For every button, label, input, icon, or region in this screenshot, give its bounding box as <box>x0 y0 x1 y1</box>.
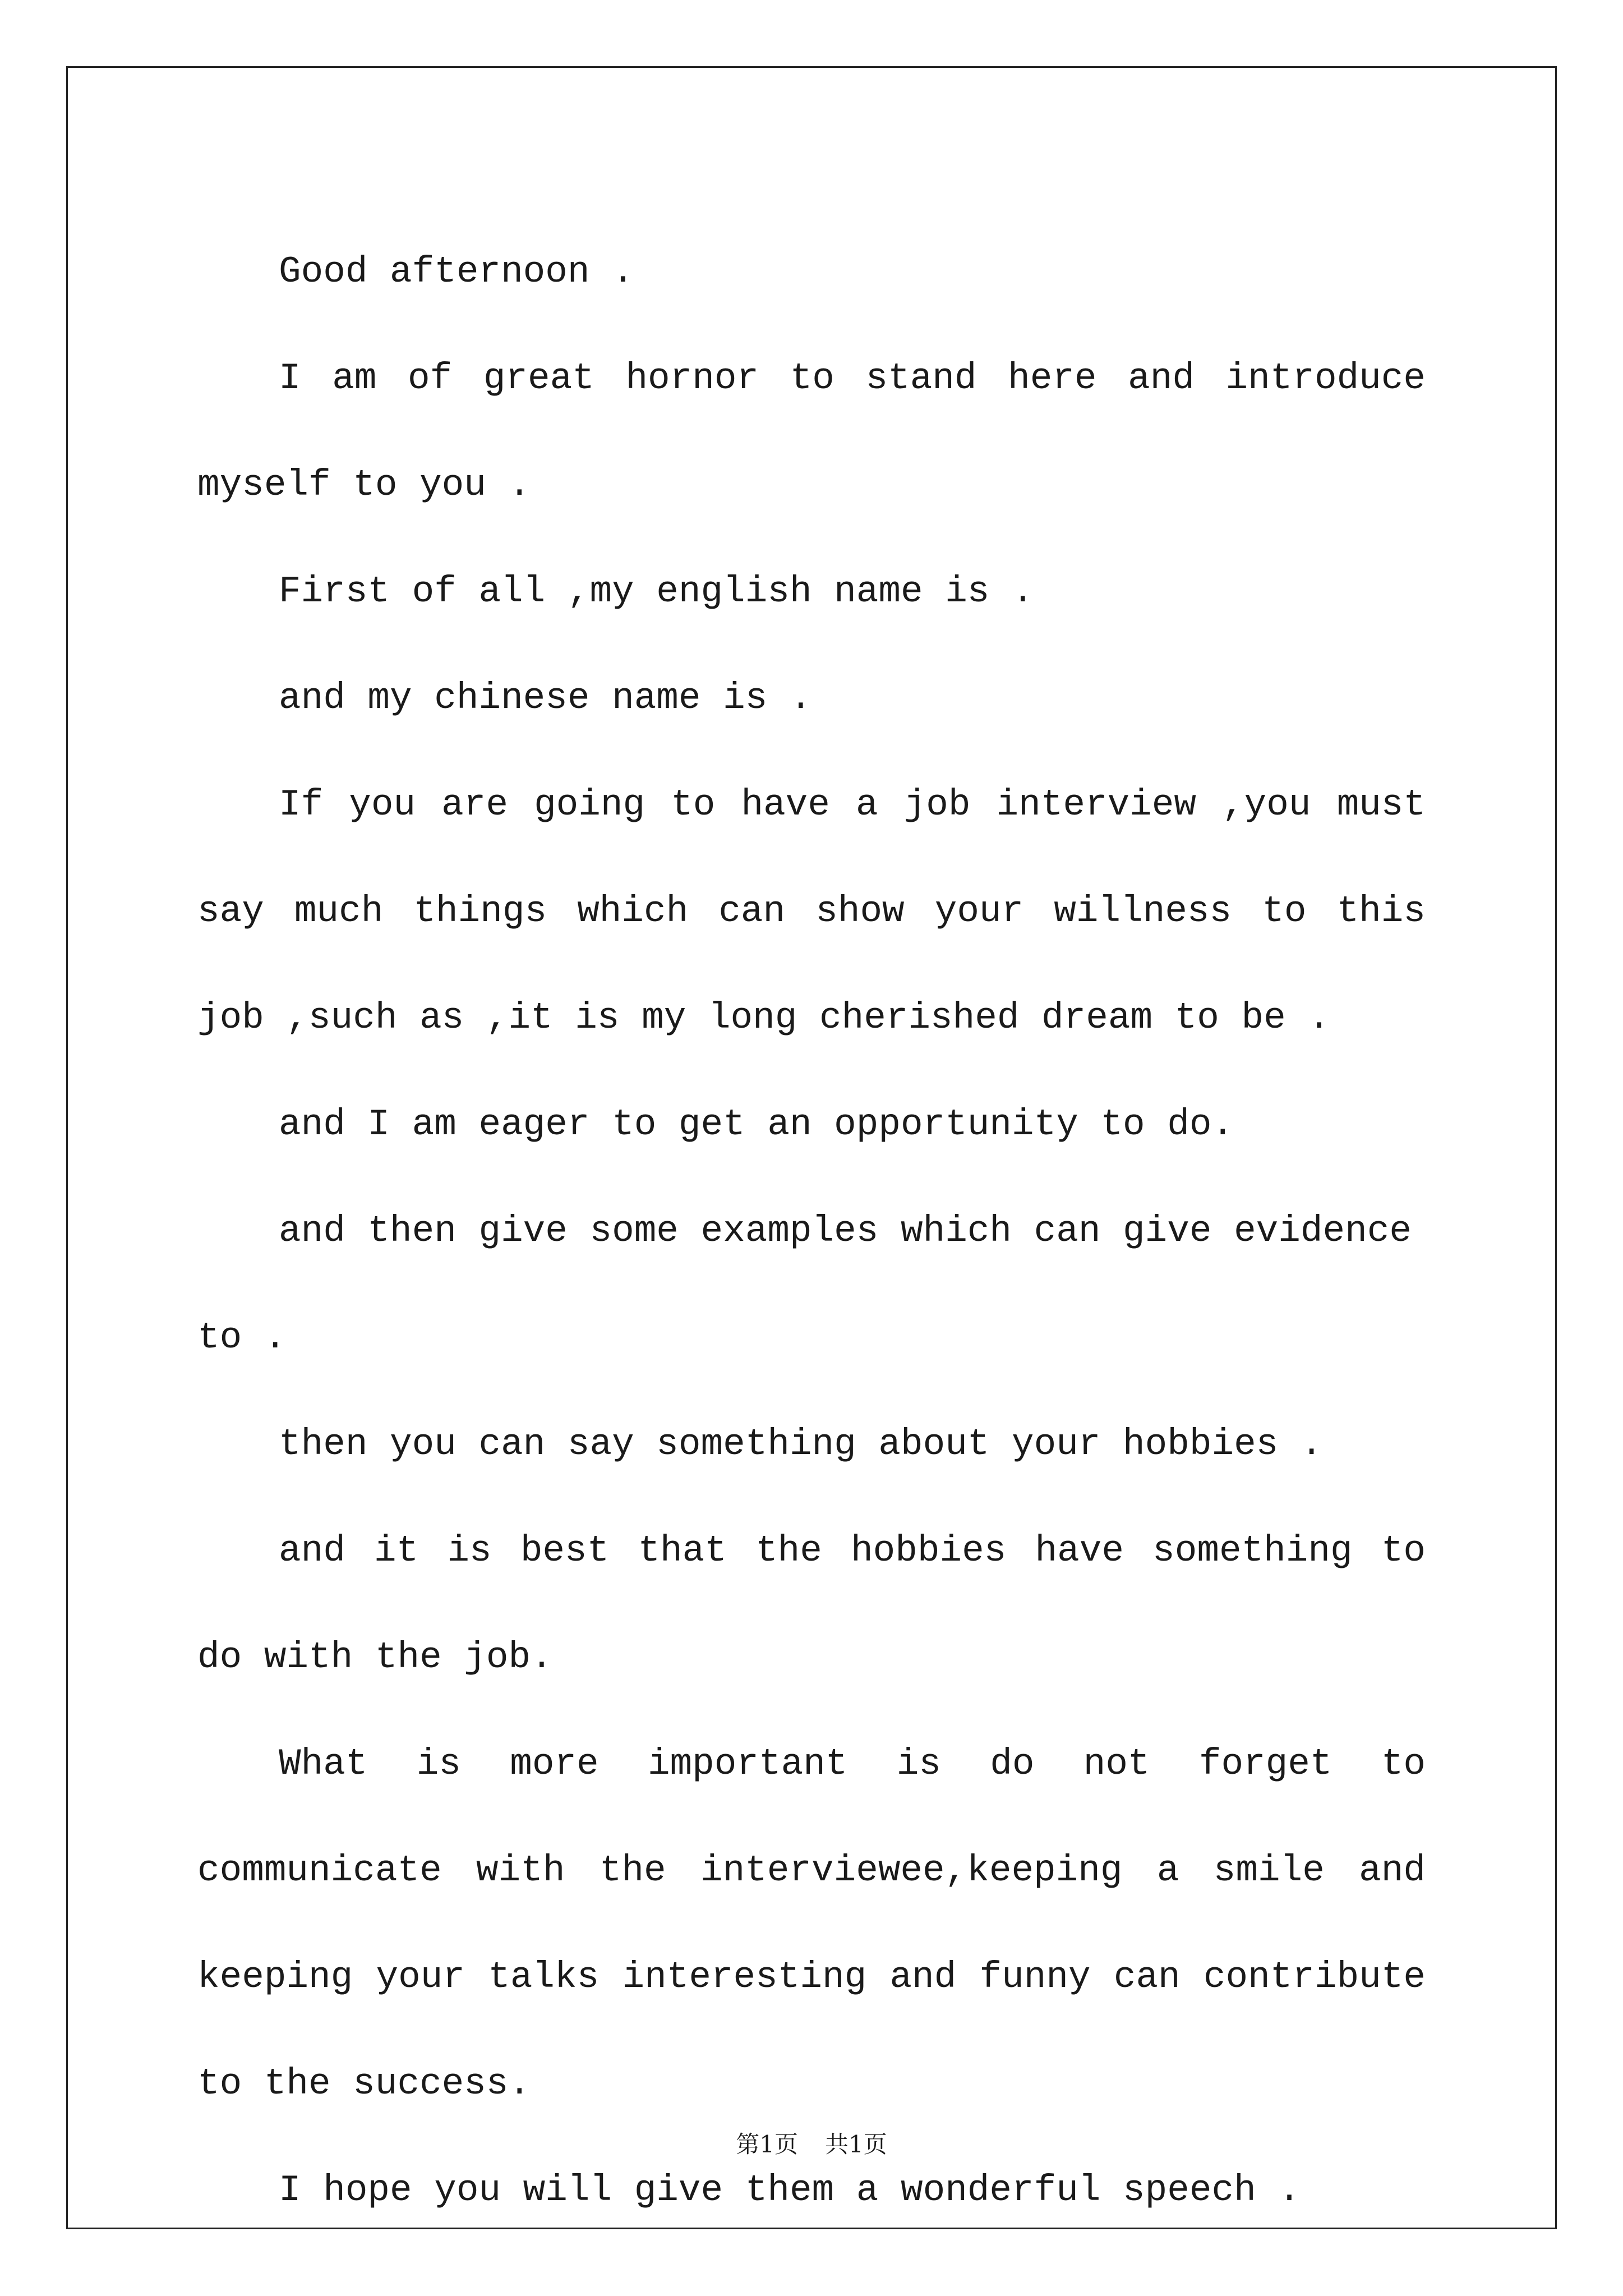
page-number-current: 第1页 <box>736 2131 798 2158</box>
paragraph-introduction: I am of great hornor to stand here and introduce myself to you . <box>197 357 1426 506</box>
paragraph-communicate: What is more important is do not forget to communicate with the interviewee,keeping a smile and keeping your talks interesting and funny can contribute to the success. <box>197 1743 1426 2105</box>
document-body <box>197 219 1426 2244</box>
paragraph-chinese-name: and my chinese name is . <box>279 677 812 719</box>
page-footer <box>0 2126 1623 2160</box>
paragraph-examples: and then give some examples which can give evidence to . <box>197 1210 1412 1359</box>
paragraph-greeting: Good afternoon . <box>279 251 634 293</box>
paragraph-job-interview: If you are going to have a job interview ,you must say much things which can show your willness to this job ,such as ,it is my long cherished dream to be . <box>197 784 1426 1039</box>
paragraph-hobbies: then you can say something about your hobbies . <box>279 1423 1323 1465</box>
paragraph-english-name: First of all ,my english name is . <box>279 570 1034 613</box>
page-number-total: 共1页 <box>825 2131 887 2158</box>
paragraph-closing: I hope you will give them a wonderful speech . <box>279 2169 1301 2211</box>
paragraph-hobbies-job: and it is best that the hobbies have something to do with the job. <box>197 1530 1426 1678</box>
paragraph-eager: and I am eager to get an opportunity to do. <box>279 1103 1234 1145</box>
